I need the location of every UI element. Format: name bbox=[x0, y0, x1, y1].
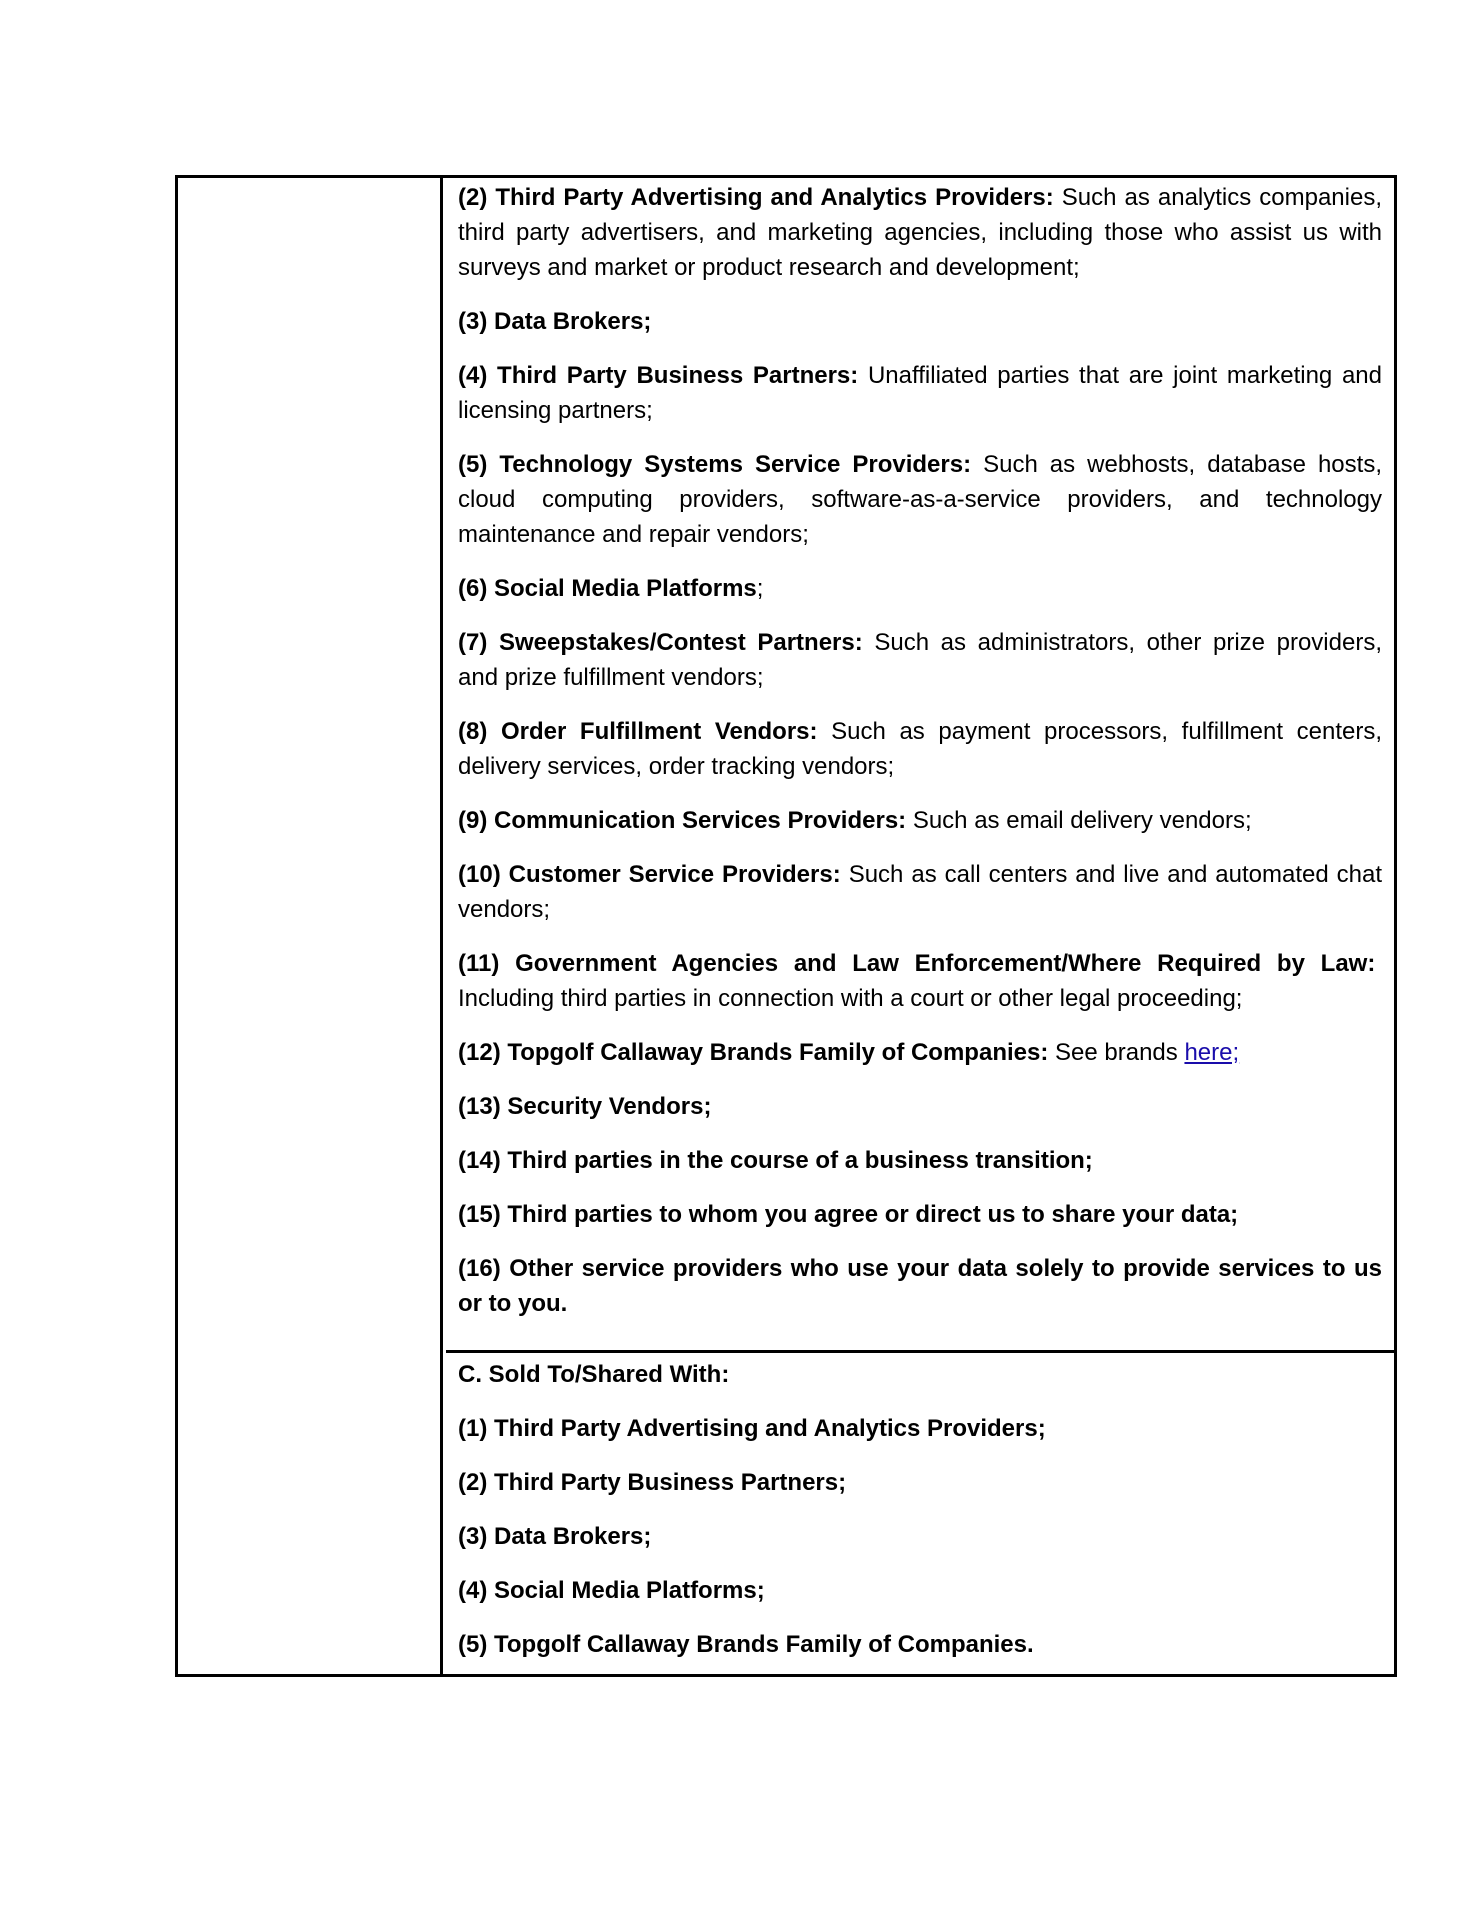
list-item: (16) Other service providers who use your data solely to provide services to us or to you. bbox=[458, 1255, 1383, 1317]
list-item: (14) Third parties in the course of a business transition; bbox=[458, 1147, 1093, 1174]
list-item: (10) Customer Service Providers: Such as call centers and live and automated chat vendors; bbox=[458, 861, 1383, 923]
disclosure-table bbox=[175, 175, 1397, 1677]
list-item: (2) Third Party Advertising and Analytics Providers: Such as analytics companies, third party advertisers, and marketing agencies, including those who assist us with surveys and market or product research and development; bbox=[458, 184, 1382, 281]
list-item: (9) Communication Services Providers: Such as email delivery vendors; bbox=[458, 807, 1252, 834]
list-item: (4) Third Party Business Partners: Unaffiliated parties that are joint marketing and licensing partners; bbox=[458, 362, 1382, 424]
sold-to-cell bbox=[446, 1350, 1394, 1674]
list-item: (1) Third Party Advertising and Analytics Providers; bbox=[458, 1415, 1046, 1442]
category-column-empty bbox=[178, 178, 443, 1674]
brands-here-link[interactable]: here; bbox=[1184, 1039, 1240, 1066]
list-item: (5) Topgolf Callaway Brands Family of Companies. bbox=[458, 1631, 1034, 1658]
shared-with-cell bbox=[446, 178, 1394, 1350]
list-item: (2) Third Party Business Partners; bbox=[458, 1469, 847, 1496]
list-item: (12) Topgolf Callaway Brands Family of Companies: See brands here; bbox=[458, 1039, 1240, 1066]
list-item: (11) Government Agencies and Law Enforcement/Where Required by Law: Including third parties in connection with a court or other legal proceeding; bbox=[458, 950, 1376, 1012]
list-item: (3) Data Brokers; bbox=[458, 1523, 652, 1550]
list-item: (15) Third parties to whom you agree or direct us to share your data; bbox=[458, 1201, 1239, 1228]
list-item: (6) Social Media Platforms; bbox=[458, 575, 764, 602]
list-item: (4) Social Media Platforms; bbox=[458, 1577, 765, 1604]
list-item: (7) Sweepstakes/Contest Partners: Such as administrators, other prize providers, and prize fulfillment vendors; bbox=[458, 629, 1382, 691]
list-item: (5) Technology Systems Service Providers: Such as webhosts, database hosts, cloud computing providers, software-as-a-service providers, and technology maintenance and repair vendors; bbox=[458, 451, 1382, 548]
section-heading: C. Sold To/Shared With: bbox=[458, 1361, 730, 1388]
list-item: (8) Order Fulfillment Vendors: Such as payment processors, fulfillment centers, delivery services, order tracking vendors; bbox=[458, 718, 1383, 780]
list-item: (3) Data Brokers; bbox=[458, 308, 652, 335]
list-item: (13) Security Vendors; bbox=[458, 1093, 712, 1120]
